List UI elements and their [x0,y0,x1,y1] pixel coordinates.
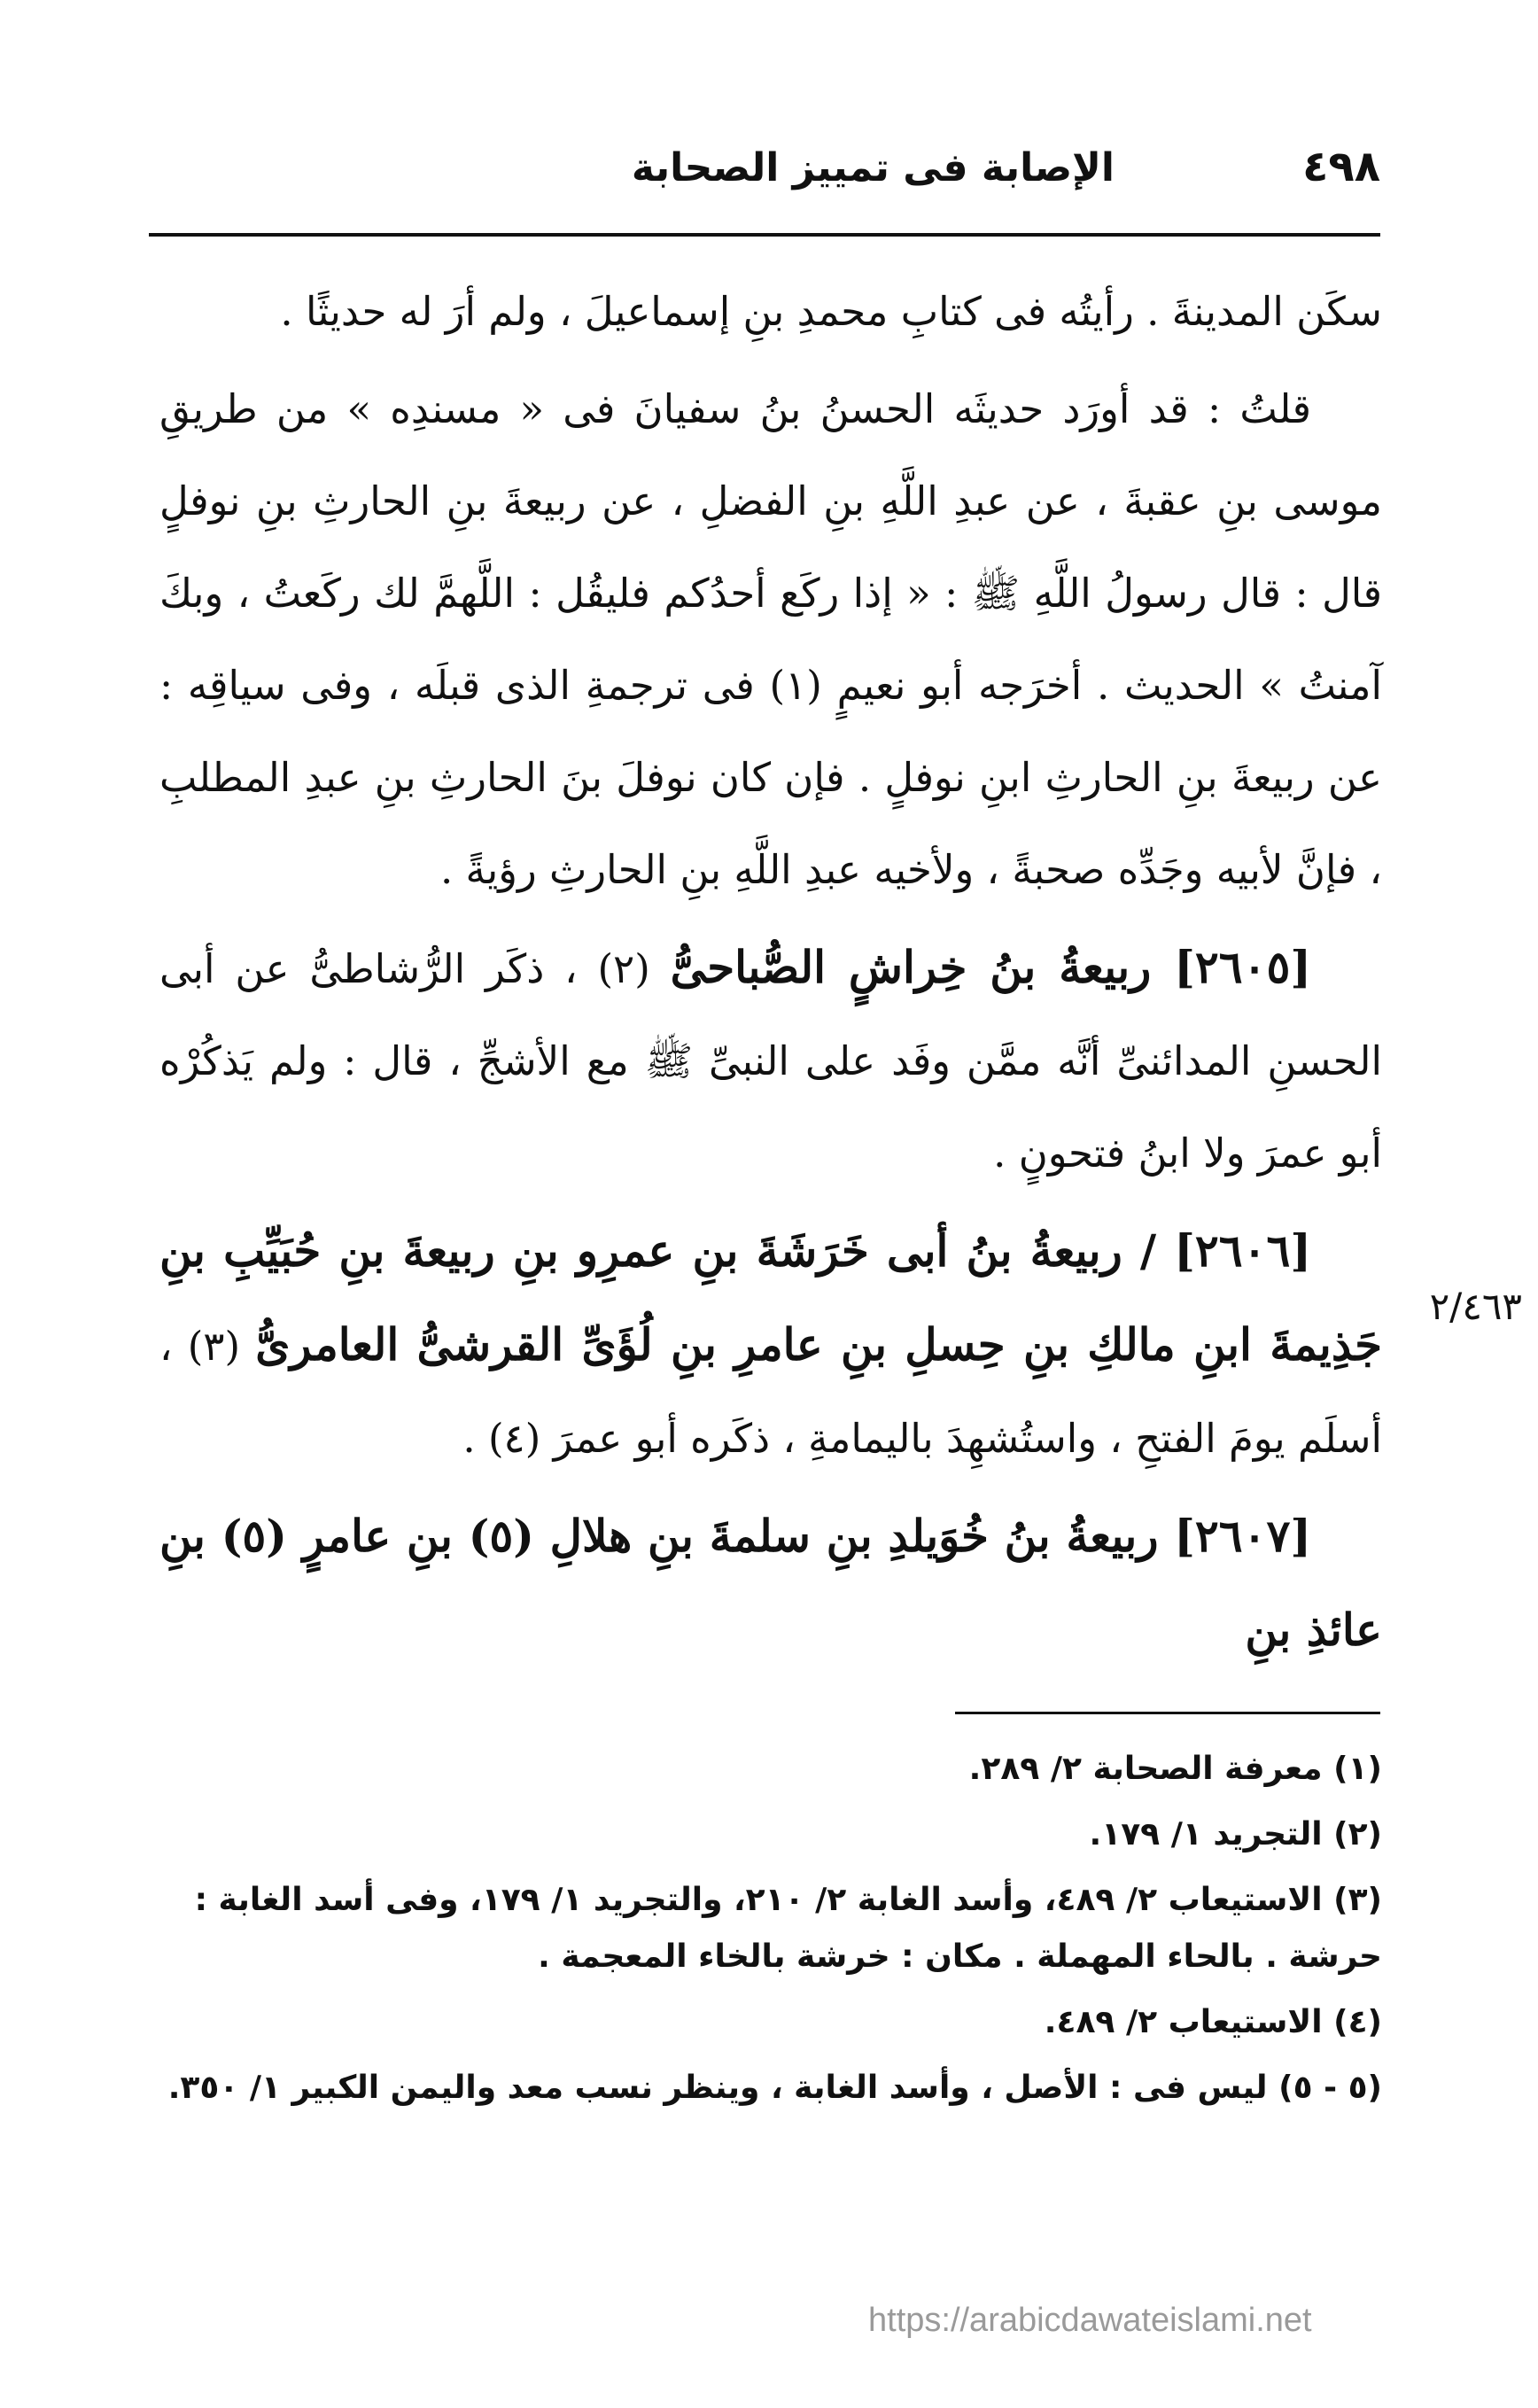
footnote-3: (٣) الاستيعاب ٢/ ٤٨٩، وأسد الغابة ٢/ ٢١٠، والتجريد ١/ ١٧٩، وفى أسد الغابة : حرشة . بالحاء المهملة . مكان : خرشة بالخاء المعجمة . [194,1882,1382,1975]
entry-2605 [159,921,1382,1200]
header-rule [149,233,1380,237]
footnote-5: (٥ - ٥) ليس فى : الأصل ، وأسد الغابة ، وينظر نسب معد واليمن الكبير ١/ ٣٥٠. [167,2070,1382,2106]
site-watermark: https://arabicdawateislami.net [868,2302,1312,2339]
footnote-4: (٤) الاستيعاب ٢/ ٤٨٩. [1044,2004,1382,2040]
entry-2606-text: (٣) ، أسلَم يومَ الفتحِ ، واستُشهِدَ باليمامةِ ، ذكَره أبو عمرَ (٤) . [159,1323,1382,1462]
entry-2605-heading: [٢٦٠٥] ربيعةُ بنُ خِراشٍ الصُّباحىُّ [670,941,1311,993]
main-text [159,266,1382,1683]
margin-volume-page-note: ٢/٤٦٣ [1429,1285,1522,1328]
page-number: ٤٩٨ [1302,142,1380,191]
entry-2606 [159,1205,1382,1485]
footnote-1: (١) معرفة الصحابة ٢/ ٢٨٩. [968,1751,1382,1787]
paragraph-1: سكَن المدينةَ . رأيتُه فى كتابِ محمدِ بنِ إسماعيلَ ، ولم أرَ له حديثًا . [280,288,1382,335]
entry-2605-text: (٢) ، ذكَر الرُّشاطىُّ عن أبى الحسنِ المدائنىِّ أنَّه ممَّن وفَد على النبىِّ ﷺ مع الأشجِّ ، قال : ولم يَذكُرْه أبو عمرَ ولا ابنُ فتحونٍ . [159,945,1382,1177]
entry-2607 [159,1490,1382,1678]
entry-2607-heading: [٢٦٠٧] ربيعةُ بنُ خُوَيلدِ بنِ سلمةَ بنِ هلالِ (٥) بنِ عامرٍ (٥) بنِ عائذِ بنِ [159,1510,1382,1656]
footnote-2: (٢) التجريد ١/ ١٧٩. [1089,1816,1382,1853]
footnote-rule [955,1712,1380,1714]
entry-2606-heading: [٢٦٠٦] / ربيعةُ بنُ أبى خَرَشَةَ بنِ عمرِو بنِ ربيعةَ بنِ حُبَيِّبِ بنِ جَذِيمةَ ابنِ مالكِ بنِ حِسلِ بنِ عامرِ بنِ لُؤَىِّ القرشىُّ العامرىُّ [159,1224,1382,1371]
footnotes [159,1741,1382,2125]
paragraph-2: قلتُ : قد أورَد حديثَه الحسنُ بنُ سفيانَ فى « مسندِه » من طريقِ موسى بنِ عقبةَ ، عن عبدِ اللَّهِ بنِ الفضلِ ، عن ربيعةَ بنِ الحارثِ بنِ نوفلٍ قال : قال رسولُ اللَّهِ ﷺ : « إذا ركَع أحدُكم فليقُل : اللَّهمَّ لك ركَعتُ ، وبكَ آمنتُ » الحديث . أخرَجه أبو نعيمٍ (١) فى ترجمةِ الذى قبلَه ، وفى سياقِه : عن ربيعةَ بنِ الحارثِ ابنِ نوفلٍ . فإن كان نوفلَ بنَ الحارثِ بنِ عبدِ المطلبِ ، فإنَّ لأبيه وجَدِّه صحبةً ، ولأخيه عبدِ اللَّهِ بنِ الحارثِ رؤيةً . [159,385,1382,893]
running-title: الإصابة فى تمييز الصحابة [631,145,1115,190]
page-header [149,133,1380,204]
